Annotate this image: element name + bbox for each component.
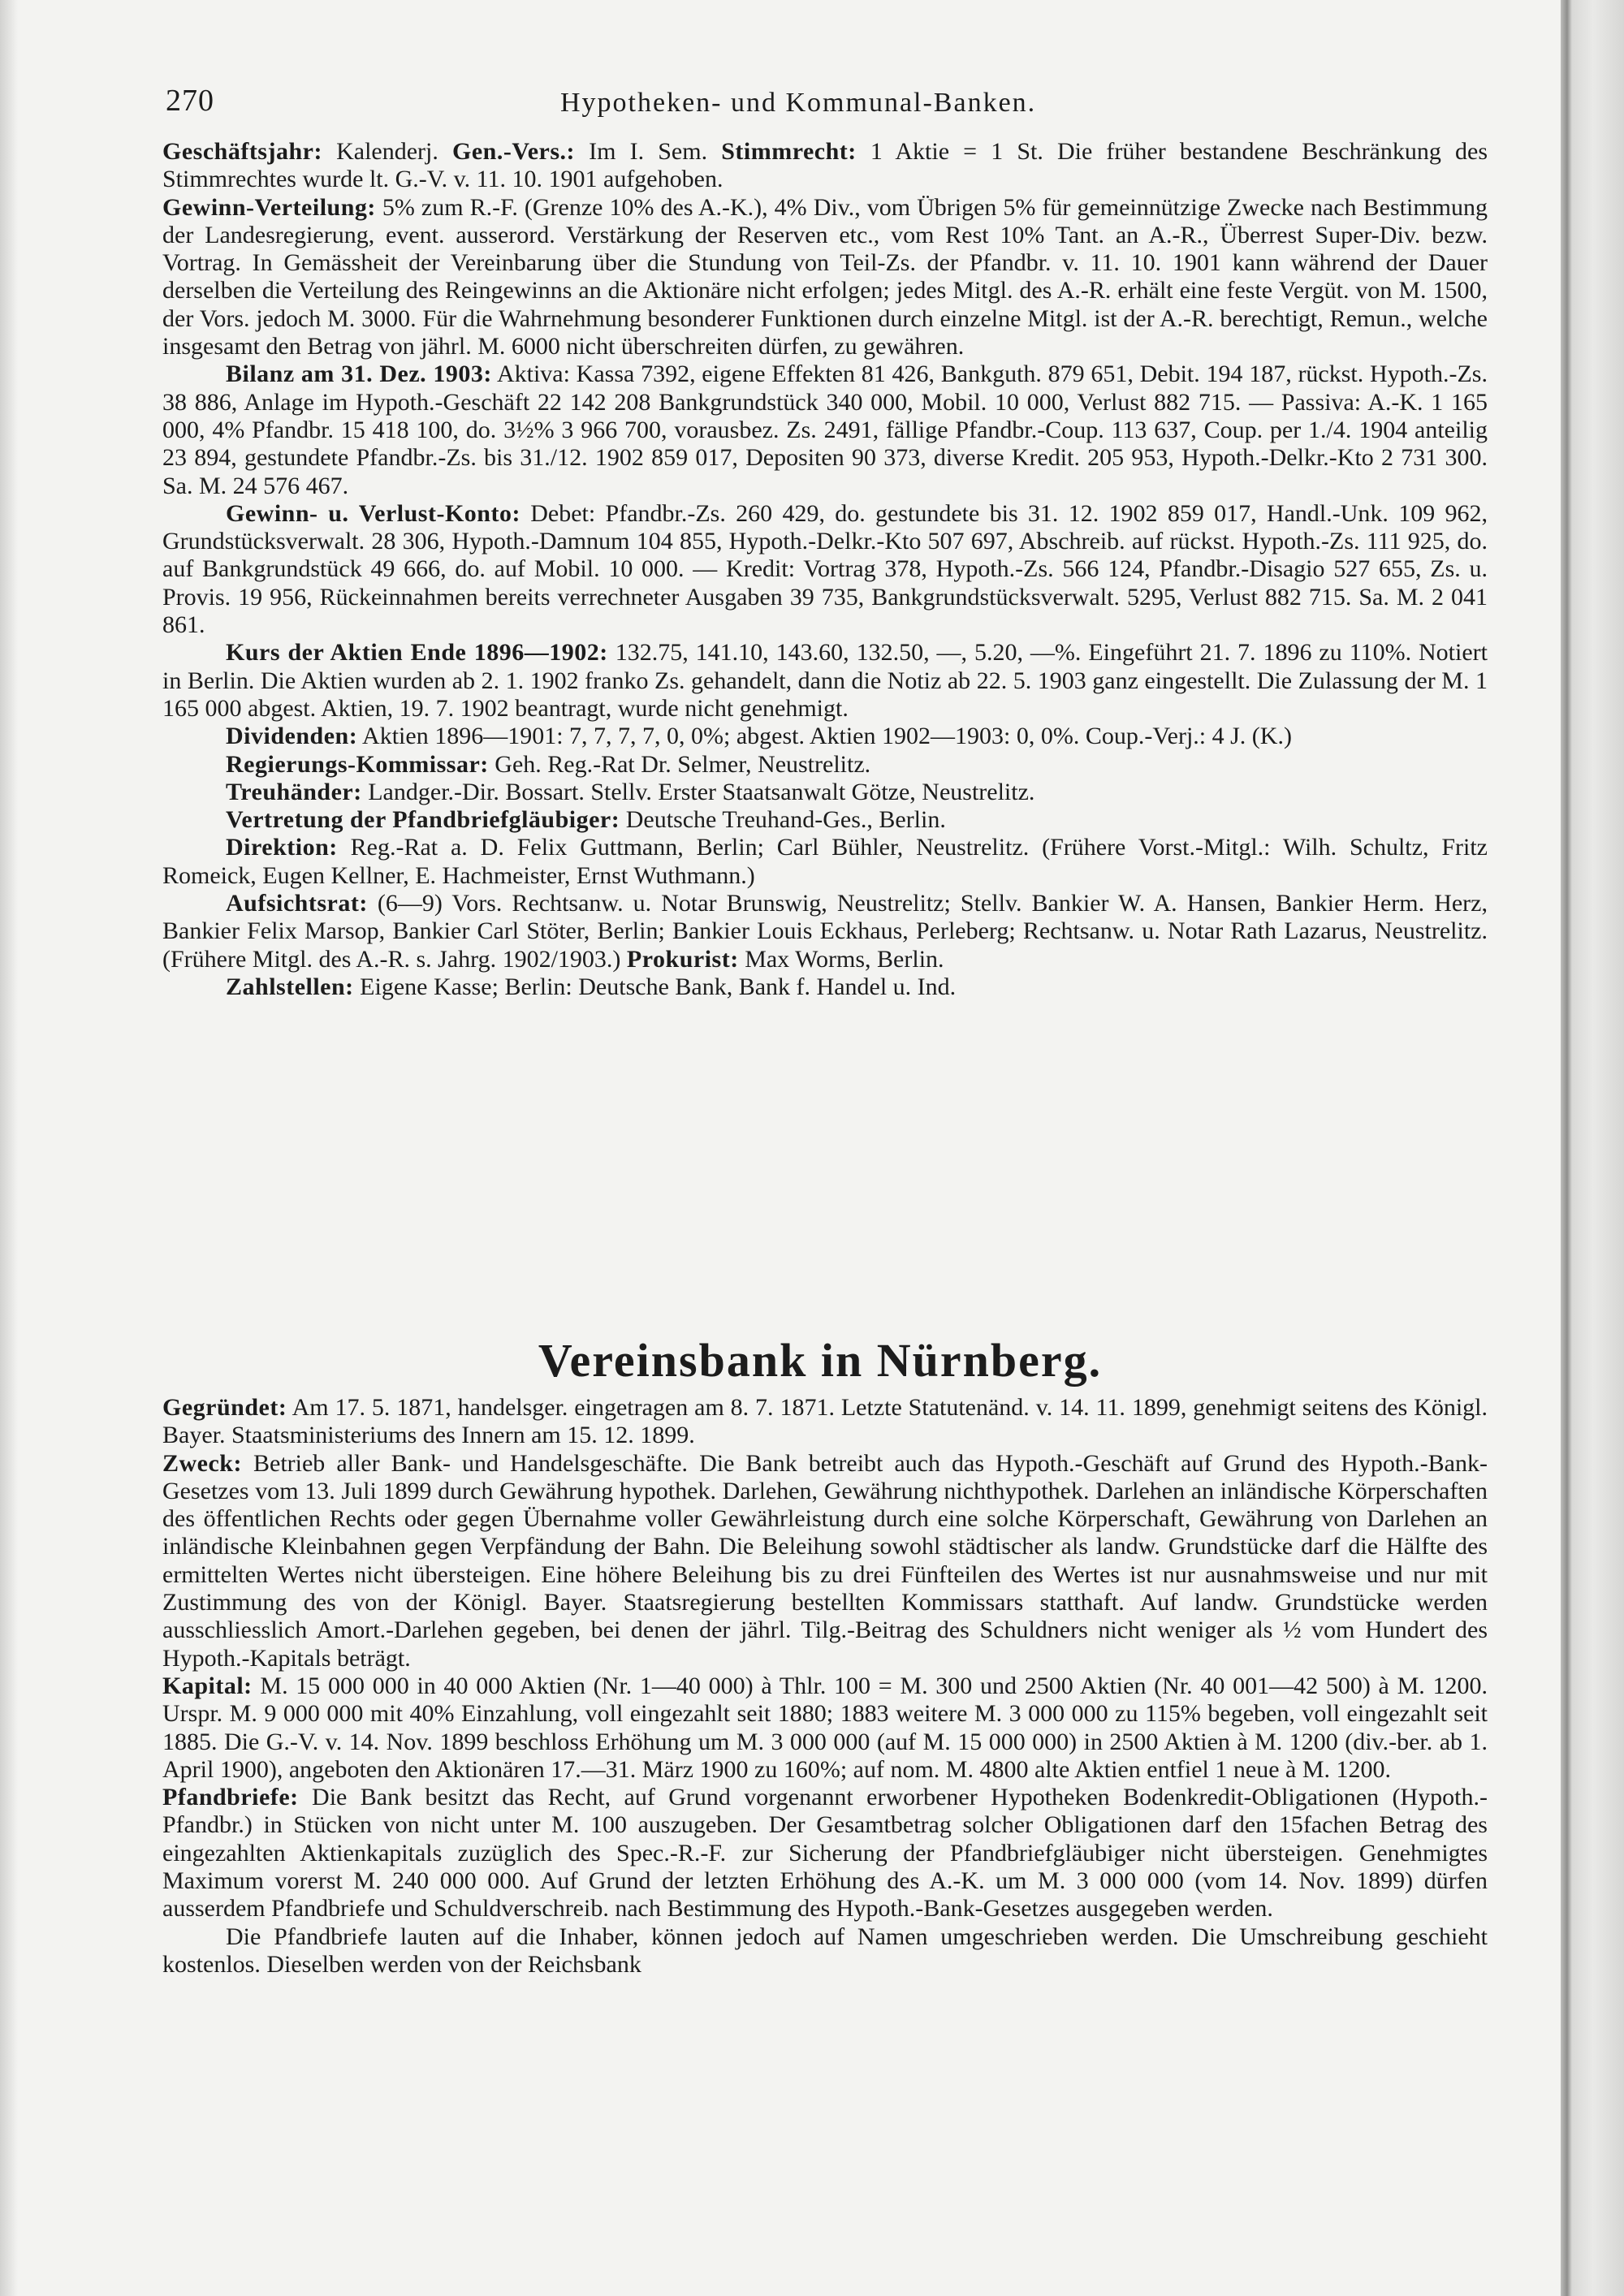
text-bilanz: Aktiva: Kassa 7392, eigene Effekten 81 426, Bankguth. 879 651, Debit. 194 187, rückst. Hypoth.-Zs. 38 886, Anlage im Hypoth.-Geschäft 22 142 208 Bankgrundstück 340 000, Mobil. 10 000, Verlust 882 715. — Passiva: A.-K. 1 165 000, 4% Pfandbr. 15 418 100, do. 3½% 3 966 700, vorausbez. Zs. 2491, fällige Pfandbr.-Coup. 113 637, Coup. per 1./4. 1904 anteilig 23 894, gestundete Pfandbr.-Zs. bis 31./12. 1902 859 017, Depositen 90 373, diverse Kredit. 205 953, Hypoth.-Delkr.-Kto 2 731 300. Sa. M. 24 576 467. — [162, 360, 1488, 499]
paragraph-vertretung — [162, 806, 1488, 834]
paragraph-gewinn-verlust — [162, 500, 1488, 639]
key-bilanz: Bilanz am 31. Dez. 1903: — [226, 360, 492, 388]
text-gewinn-verlust: Debet: Pfandbr.-Zs. 260 429, do. gestundete bis 31. 12. 1902 859 017, Handl.-Unk. 109 962, Grundstücksverwalt. 28 306, Hypoth.-Damnum 104 855, Hypoth.-Delkr.-Kto 507 697, Abschreib. auf rückst. Hypoth.-Zs. 111 925, do. auf Bankgrundstück 49 666, do. auf Mobil. 10 000. — Kredit: Vortrag 378, Hypoth.-Zs. 566 124, Pfandbr.-Disagio 527 655, Zs. u. Provis. 19 956, Rückeinnahmen bereits verrechneter Ausgaben 39 735, Bankgrundstücksverwalt. 5295, Verlust 882 715. Sa. M. 2 041 861. — [162, 499, 1488, 639]
text-vertretung: Deutsche Treuhand-Ges., Berlin. — [620, 806, 946, 834]
key-gewinn-verteilung: Gewinn-Verteilung: — [162, 193, 376, 221]
paragraph-kurs — [162, 639, 1488, 723]
paragraph-kapital — [162, 1672, 1488, 1784]
paragraph-pfandbriefe-continued — [162, 1923, 1488, 1979]
paragraph-zweck — [162, 1450, 1488, 1672]
text-gegruendet: Am 17. 5. 1871, handelsger. eingetragen am 8. 7. 1871. Letzte Statutenänd. v. 14. 11. 1899, genehmigt seitens des Königl. Bayer. Staatsministeriums des Innern am 15. 12. 1899. — [162, 1394, 1488, 1449]
running-title: Hypotheken- und Kommunal-Banken. — [560, 88, 1037, 118]
section-hypotheken-bank-details — [162, 138, 1488, 1001]
key-prokurist: Prokurist: — [626, 945, 739, 973]
key-geschaeftsjahr: Geschäftsjahr: — [162, 138, 322, 165]
key-zweck: Zweck: — [162, 1449, 242, 1477]
paragraph-treuhaender — [162, 779, 1488, 806]
section-vereinsbank-details — [162, 1394, 1488, 1979]
key-vertretung: Vertretung der Pfandbriefgläubiger: — [226, 806, 620, 834]
paragraph-aufsichtsrat — [162, 890, 1488, 973]
paragraph-regierungs-kommissar — [162, 751, 1488, 779]
text-stimmrecht: 1 Aktie = 1 St. Die früher bestandene Beschränkung des Stimmrechtes wurde lt. G.-V. v. 11. 10. 1901 aufgehoben. — [162, 138, 1488, 193]
text-geschaeftsjahr: Kalenderj. — [322, 138, 452, 165]
text-regierungs-kommissar: Geh. Reg.-Rat Dr. Selmer, Neustrelitz. — [488, 750, 871, 778]
page-number: 270 — [166, 84, 214, 118]
paragraph-dividenden — [162, 723, 1488, 750]
key-gewinn-verlust: Gewinn- u. Verlust-Konto: — [226, 499, 520, 527]
page-left-shadow — [0, 0, 18, 2296]
key-kurs: Kurs der Aktien Ende 1896—1902: — [226, 639, 608, 667]
text-prokurist: Max Worms, Berlin. — [738, 945, 944, 973]
text-gewinn-verteilung: 5% zum R.-F. (Grenze 10% des A.-K.), 4% Div., vom Übrigen 5% für gemeinnützige Zwecke nach Bestimmung der Landesregierung, event. ausserord. Verstärkung der Reserven etc., vom Rest 10% Tant. an A.-R., Überrest Super-Div. bezw. Vortrag. In Gemässheit der Vereinbarung über die Stundung von Teil-Zs. der Pfandbr. v. 11. 10. 1901 kann während der Dauer derselben die Verteilung des Reingewinns an die Aktionäre nicht erfolgen; jedes Mitgl. des A.-R. erhält eine feste Vergüt. von M. 1500, der Vors. jedoch M. 3000. Für die Wahrnehmung besonderer Funktionen durch einzelne Mitgl. ist der A.-R. berechtigt, Remun., welche insgesamt den Betrag von jährl. M. 6000 nicht überschreiten dürfen, zu gewähren. — [162, 193, 1488, 360]
text-kapital: M. 15 000 000 in 40 000 Aktien (Nr. 1—40 000) à Thlr. 100 = M. 300 und 2500 Aktien (Nr. 40 001—42 500) à M. 1200. Urspr. M. 9 000 000 mit 40% Einzahlung, voll eingezahlt seit 1880; 1883 weitere M. 3 000 000 zu 115% begeben, voll eingezahlt seit 1885. Die G.-V. v. 14. Nov. 1899 beschloss Erhöhung um M. 3 000 000 (auf M. 15 000 000) in 2500 Aktien à M. 1200 (div.-ber. ab 1. April 1900), angeboten den Aktionären 17.—31. März 1900 zu 160%; auf nom. M. 4800 alte Aktien entfiel 1 neue à M. 1200. — [162, 1672, 1488, 1783]
text-gen-vers: Im I. Sem. — [575, 138, 722, 165]
key-treuhaender: Treuhänder: — [226, 778, 362, 805]
text-zahlstellen: Eigene Kasse; Berlin: Deutsche Bank, Bank f. Handel u. Ind. — [353, 973, 957, 1000]
key-aufsichtsrat: Aufsichtsrat: — [226, 890, 368, 917]
text-kurs: 132.75, 141.10, 143.60, 132.50, —, 5.20, —%. Eingeführt 21. 7. 1896 zu 110%. Notiert in Berlin. Die Aktien wurden ab 2. 1. 1902 franko Zs. gehandelt, dann die Notiz ab 22. 5. 1903 ganz eingestellt. Die Zulassung der M. 1 165 000 abgest. Aktien, 19. 7. 1902 beantragt, wurde nicht genehmigt. — [162, 639, 1488, 722]
paragraph-pfandbriefe — [162, 1784, 1488, 1923]
text-pfandbriefe-continued: Die Pfandbriefe lauten auf die Inhaber, können jedoch auf Namen umgeschrieben werden. Die Umschreibung geschieht kostenlos. Dieselben werden von der Reichsbank — [162, 1923, 1488, 1978]
text-dividenden: Aktien 1896—1901: 7, 7, 7, 7, 0, 0%; abgest. Aktien 1902—1903: 0, 0%. Coup.-Verj.: 4 J. (K.) — [357, 723, 1292, 750]
paragraph-bilanz — [162, 360, 1488, 499]
key-direktion: Direktion: — [226, 834, 338, 861]
text-treuhaender: Landger.-Dir. Bossart. Stellv. Erster Staatsanwalt Götze, Neustrelitz. — [361, 778, 1035, 805]
key-regierungs-kommissar: Regierungs-Kommissar: — [226, 750, 489, 778]
key-gegruendet: Gegründet: — [162, 1394, 287, 1421]
key-gen-vers: Gen.-Vers.: — [452, 138, 576, 165]
paragraph-direktion — [162, 834, 1488, 890]
paragraph-gegruendet — [162, 1394, 1488, 1450]
key-kapital: Kapital: — [162, 1672, 253, 1699]
key-pfandbriefe: Pfandbriefe: — [162, 1784, 299, 1811]
paragraph-zahlstellen — [162, 973, 1488, 1001]
page-binding-edge — [1561, 0, 1624, 2296]
section-title-vereinsbank: Vereinsbank in Nürnberg. — [538, 1334, 1103, 1387]
text-direktion: Reg.-Rat a. D. Felix Guttmann, Berlin; Carl Bühler, Neustrelitz. (Frühere Vorst.-Mitgl.: Wilh. Schultz, Fritz Romeick, Eugen Kellner, E. Hachmeister, Ernst Wuthmann.) — [162, 834, 1488, 889]
text-zweck: Betrieb aller Bank- und Handelsgeschäfte. Die Bank betreibt auch das Hypoth.-Geschäft auf Grund des Hypoth.-Bank-Gesetzes vom 13. Juli 1899 durch Gewährung hypothek. Darlehen, Gewährung nichthypothek. Darlehen an inländische Körperschaften des öffentlichen Rechts oder gegen Übernahme voller Gewährleistung durch eine solche Körperschaft, Gewährung von Darlehen an inländische Kleinbahnen gegen Verpfändung der Bahn. Die Beleihung sowohl städtischer als landw. Grundstücke darf die Hälfte des ermittelten Wertes nicht übersteigen. Eine höhere Beleihung bis zu drei Fünfteilen des Wertes ist nur ausnahmsweise und nur mit Zustimmung des von der Königl. Bayer. Staatsregierung bestellten Kommissars statthaft. Auf landw. Grundstücke werden ausschliesslich Amort.-Darlehen gegeben, bei denen der jährl. Tilg.-Beitrag des Schuldners nicht weniger als ½ vom Hundert des Hypoth.-Kapitals beträgt. — [162, 1449, 1488, 1672]
key-dividenden: Dividenden: — [226, 723, 358, 750]
key-zahlstellen: Zahlstellen: — [226, 973, 354, 1000]
key-stimmrecht: Stimmrecht: — [721, 138, 857, 165]
text-pfandbriefe: Die Bank besitzt das Recht, auf Grund vorgenannt erworbener Hypotheken Bodenkredit-Obligationen (Hypoth.-Pfandbr.) in Stücken von nicht unter M. 100 auszugeben. Der Gesamtbetrag solcher Obligationen darf den 15fachen Betrag des eingezahlten Aktienkapitals zuzüglich des Spec.-R.-F. zur Sicherung der Pfandbriefgläubiger nicht übersteigen. Genehmigtes Maximum vorerst M. 240 000 000. Auf Grund der letzten Erhöhung des A.-K. um M. 3 000 000 (vom 14. Nov. 1899) dürfen ausserdem Pfandbriefe und Schuldverschreib. nach Bestimmung des Hypoth.-Bank-Gesetzes ausgegeben werden. — [162, 1784, 1488, 1923]
text-aufsichtsrat: (6—9) Vors. Rechtsanw. u. Notar Brunswig, Neustrelitz; Stellv. Bankier W. A. Hansen, Bankier Herm. Herz, Bankier Felix Marsop, Bankier Carl Stöter, Berlin; Bankier Louis Eckhaus, Perleberg; Rechtsanw. u. Notar Rath Lazarus, Neustrelitz. (Frühere Mitgl. des A.-R. s. Jahrg. 1902/1903.) — [162, 890, 1488, 973]
paragraph-gewinn-verteilung — [162, 194, 1488, 361]
paragraph-geschaeftsjahr — [162, 138, 1488, 194]
